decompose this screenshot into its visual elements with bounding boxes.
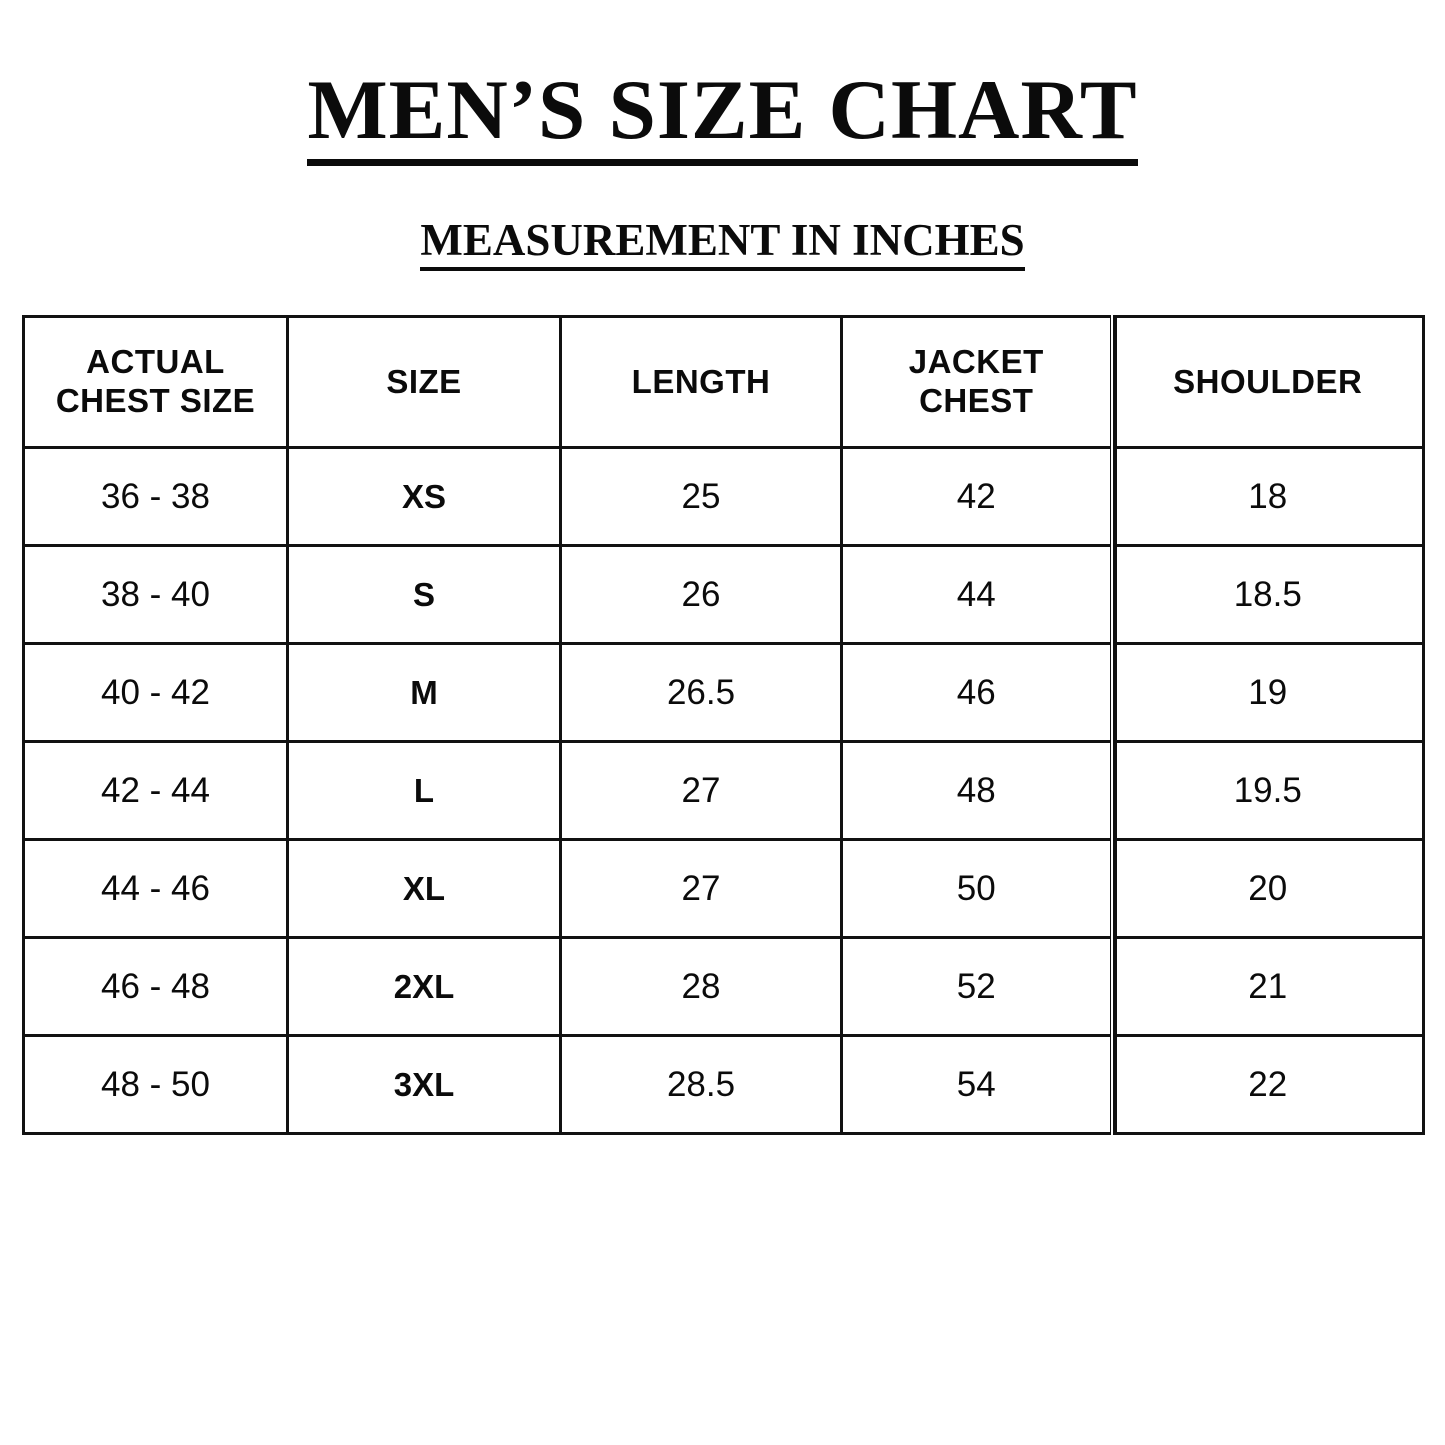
- cell-jacket-chest: 48: [842, 742, 1112, 840]
- cell-jacket-chest: 54: [842, 1036, 1112, 1134]
- cell-size: XS: [288, 448, 561, 546]
- cell-shoulder: 20: [1112, 840, 1424, 938]
- page-title-text: MEN’S SIZE CHART: [307, 68, 1137, 166]
- cell-shoulder: 19.5: [1112, 742, 1424, 840]
- table-row: [24, 1036, 1424, 1134]
- column-header-actual-chest-size-line1: ACTUAL: [86, 343, 225, 381]
- page-subtitle-text: MEASUREMENT IN INCHES: [420, 218, 1024, 271]
- table-row: [24, 448, 1424, 546]
- cell-size: M: [288, 644, 561, 742]
- cell-length: 25: [561, 448, 842, 546]
- table-header-row: [24, 317, 1424, 448]
- page-subtitle: [0, 166, 1445, 271]
- column-header-length: LENGTH: [561, 317, 842, 448]
- cell-jacket-chest: 44: [842, 546, 1112, 644]
- table-row: [24, 938, 1424, 1036]
- cell-length: 26.5: [561, 644, 842, 742]
- cell-size: 2XL: [288, 938, 561, 1036]
- cell-size: XL: [288, 840, 561, 938]
- cell-actual-chest-size: 42 - 44: [24, 742, 288, 840]
- size-chart-table-wrapper: [22, 315, 1423, 1135]
- column-header-shoulder: SHOULDER: [1112, 317, 1424, 448]
- cell-size: 3XL: [288, 1036, 561, 1134]
- table-row: [24, 644, 1424, 742]
- column-header-jacket-chest-line1: JACKET: [908, 343, 1044, 381]
- cell-jacket-chest: 42: [842, 448, 1112, 546]
- cell-shoulder: 22: [1112, 1036, 1424, 1134]
- column-header-size: SIZE: [288, 317, 561, 448]
- cell-length: 27: [561, 840, 842, 938]
- cell-jacket-chest: 50: [842, 840, 1112, 938]
- cell-shoulder: 18.5: [1112, 546, 1424, 644]
- cell-length: 28.5: [561, 1036, 842, 1134]
- table-body: [24, 448, 1424, 1134]
- cell-length: 27: [561, 742, 842, 840]
- cell-shoulder: 18: [1112, 448, 1424, 546]
- table-row: [24, 546, 1424, 644]
- cell-shoulder: 21: [1112, 938, 1424, 1036]
- cell-actual-chest-size: 44 - 46: [24, 840, 288, 938]
- cell-jacket-chest: 52: [842, 938, 1112, 1036]
- page-title: [0, 0, 1445, 166]
- cell-size: S: [288, 546, 561, 644]
- column-header-actual-chest-size: [24, 317, 288, 448]
- column-header-jacket-chest-line2: CHEST: [919, 382, 1034, 419]
- cell-shoulder: 19: [1112, 644, 1424, 742]
- column-header-jacket-chest: [842, 317, 1112, 448]
- size-chart-table: [22, 315, 1425, 1135]
- cell-actual-chest-size: 40 - 42: [24, 644, 288, 742]
- table-row: [24, 840, 1424, 938]
- cell-jacket-chest: 46: [842, 644, 1112, 742]
- cell-length: 26: [561, 546, 842, 644]
- cell-length: 28: [561, 938, 842, 1036]
- cell-size: L: [288, 742, 561, 840]
- cell-actual-chest-size: 36 - 38: [24, 448, 288, 546]
- cell-actual-chest-size: 46 - 48: [24, 938, 288, 1036]
- column-header-actual-chest-size-line2: CHEST SIZE: [55, 382, 256, 419]
- cell-actual-chest-size: 38 - 40: [24, 546, 288, 644]
- cell-actual-chest-size: 48 - 50: [24, 1036, 288, 1134]
- table-row: [24, 742, 1424, 840]
- table-header: [24, 317, 1424, 448]
